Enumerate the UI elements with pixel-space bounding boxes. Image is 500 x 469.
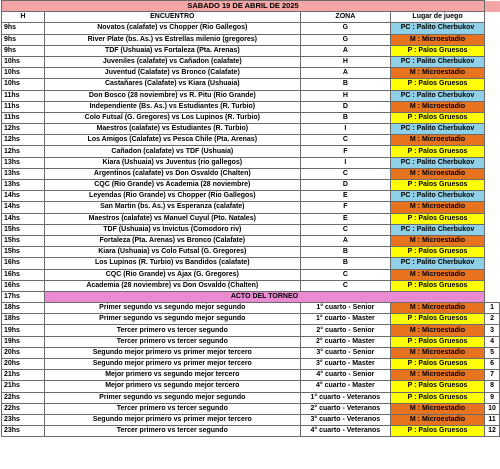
time-cell: 22hs: [2, 403, 45, 414]
time-cell: 19hs: [2, 336, 45, 347]
match-cell: Segundo mejor primero vs primer mejor tercero: [44, 347, 300, 358]
zone-cell: 3° cuarto - Master: [300, 359, 390, 370]
zone-cell: 1° cuarto - Veteranos: [300, 392, 390, 403]
time-cell: 9hs: [2, 23, 45, 34]
table-row: [2, 79, 500, 90]
match-cell: TDF (Ushuaia) vs Invictus (Comodoro riv): [44, 224, 300, 235]
match-cell: Maestros (calafate) vs Estudiantes (R. Turbio): [44, 124, 300, 135]
table-row: [2, 247, 500, 258]
match-cell: River Plate (bs. As.) vs Estrellas milenio (gregores): [44, 34, 300, 45]
table-row: [2, 258, 500, 269]
table-row: [2, 68, 500, 79]
zone-cell: E: [300, 191, 390, 202]
time-cell: 13hs: [2, 157, 45, 168]
venue-cell: M : Microestadio: [390, 235, 484, 246]
venue-cell: PC : Palito Cherbukov: [390, 124, 484, 135]
playoff-row: [2, 370, 500, 381]
venue-cell: PC : Palito Cherbukov: [390, 90, 484, 101]
time-cell: 9hs: [2, 45, 45, 56]
zone-cell: 1° cuarto - Senior: [300, 303, 390, 314]
spacer-cell: [485, 79, 500, 90]
venue-cell: P : Palos Gruesos: [390, 280, 484, 291]
playoff-row: [2, 359, 500, 370]
time-cell: 9hs: [2, 34, 45, 45]
zone-cell: B: [300, 247, 390, 258]
venue-cell: M : Microestadio: [390, 414, 484, 425]
match-cell: Tercer primero vs tercer segundo: [44, 403, 300, 414]
time-cell: 20hs: [2, 347, 45, 358]
spacer-cell: [485, 34, 500, 45]
venue-cell: PC : Palito Cherbukov: [390, 258, 484, 269]
match-cell: San Martin (bs. As.) vs Esperanza (calafate): [44, 202, 300, 213]
zone-cell: C: [300, 269, 390, 280]
time-cell: 15hs: [2, 247, 45, 258]
table-row: [2, 124, 500, 135]
zone-cell: 2° cuarto - Veteranos: [300, 403, 390, 414]
spacer-cell: [485, 213, 500, 224]
match-cell: Tercer primero vs tercer segundo: [44, 336, 300, 347]
time-cell: 12hs: [2, 124, 45, 135]
match-cell: Primer segundo vs segundo mejor segundo: [44, 303, 300, 314]
table-row: [2, 90, 500, 101]
acto-label: ACTO DEL TORNEO: [44, 291, 484, 302]
venue-cell: M : Microestadio: [390, 347, 484, 358]
zone-cell: 4° cuarto - Master: [300, 381, 390, 392]
time-cell: 21hs: [2, 370, 45, 381]
playoff-row: [2, 414, 500, 425]
zone-cell: G: [300, 34, 390, 45]
time-cell: 15hs: [2, 224, 45, 235]
header-h: H: [2, 12, 45, 23]
venue-cell: M : Microestadio: [390, 101, 484, 112]
header-zona: ZONA: [300, 12, 390, 23]
match-number: 11: [485, 414, 500, 425]
spacer-cell: [485, 68, 500, 79]
match-cell: CQC (Rio Grande) vs Ajax (G. Gregores): [44, 269, 300, 280]
table-row: [2, 34, 500, 45]
zone-cell: G: [300, 23, 390, 34]
match-cell: Kiara (Ushuaia) vs Colo Futsal (G. Gregores): [44, 247, 300, 258]
title-row: [2, 1, 500, 12]
zone-cell: A: [300, 235, 390, 246]
match-cell: Segundo mejor primero vs primer mejor tercero: [44, 359, 300, 370]
venue-cell: PC : Palito Cherbukov: [390, 56, 484, 67]
venue-cell: P : Palos Gruesos: [390, 112, 484, 123]
spacer-cell: [485, 235, 500, 246]
spacer-cell: [485, 168, 500, 179]
venue-cell: P : Palos Gruesos: [390, 79, 484, 90]
match-cell: Novatos (calafate) vs Chopper (Rio Gallegos): [44, 23, 300, 34]
time-cell: 15hs: [2, 235, 45, 246]
table-row: [2, 269, 500, 280]
zone-cell: B: [300, 79, 390, 90]
table-row: [2, 235, 500, 246]
zone-cell: B: [300, 112, 390, 123]
spacer-cell: [485, 191, 500, 202]
table-row: [2, 112, 500, 123]
match-cell: Colo Futsal (G. Gregores) vs Los Lupinos (R. Turbio): [44, 112, 300, 123]
page-title: SABADO 19 DE ABRIL DE 2025: [2, 1, 485, 12]
match-cell: Tercer primero vs tercer segundo: [44, 325, 300, 336]
table-row: [2, 191, 500, 202]
match-number: 6: [485, 359, 500, 370]
zone-cell: B: [300, 258, 390, 269]
time-cell: 11hs: [2, 90, 45, 101]
match-cell: Maestros (calafate) vs Manuel Cuyul (Pto. Natales): [44, 213, 300, 224]
zone-cell: 2° cuarto - Senior: [300, 325, 390, 336]
match-cell: Argentinos (calafate) vs Don Osvaldo (Chalten): [44, 168, 300, 179]
schedule-table: [1, 0, 500, 437]
time-cell: 17hs: [2, 291, 45, 302]
venue-cell: P : Palos Gruesos: [390, 426, 484, 437]
time-cell: 13hs: [2, 168, 45, 179]
zone-cell: 3° cuarto - Veteranos: [300, 414, 390, 425]
table-row: [2, 213, 500, 224]
spacer-cell: [485, 146, 500, 157]
match-cell: Cañadon (calafate) vs TDF (Ushuaia): [44, 146, 300, 157]
spacer-cell: [485, 135, 500, 146]
time-cell: 10hs: [2, 79, 45, 90]
match-cell: Mejor primero vs segundo mejor tercero: [44, 381, 300, 392]
venue-cell: M : Microestadio: [390, 403, 484, 414]
header-encuentro: ENCUENTRO: [44, 12, 300, 23]
venue-cell: P : Palos Gruesos: [390, 180, 484, 191]
match-cell: Independiente (Bs. As.) vs Estudiantes (R. Turbio): [44, 101, 300, 112]
match-number: 10: [485, 403, 500, 414]
zone-cell: A: [300, 68, 390, 79]
time-cell: 23hs: [2, 414, 45, 425]
match-cell: Segundo mejor primero vs primer mejor tercero: [44, 414, 300, 425]
spacer-cell: [485, 258, 500, 269]
match-cell: Juventud (Calafate) vs Bronco (Calafate): [44, 68, 300, 79]
time-cell: 18hs: [2, 314, 45, 325]
zone-cell: 3° cuarto - Senior: [300, 347, 390, 358]
time-cell: 14hs: [2, 213, 45, 224]
playoff-row: [2, 347, 500, 358]
time-cell: 18hs: [2, 303, 45, 314]
table-row: [2, 146, 500, 157]
match-number: 9: [485, 392, 500, 403]
match-cell: Primer segundo vs segundo mejor segundo: [44, 314, 300, 325]
table-row: [2, 135, 500, 146]
match-cell: Los Amigos (Calafate) vs Pesca Chile (Pta. Arenas): [44, 135, 300, 146]
time-cell: 21hs: [2, 381, 45, 392]
header-row: [2, 12, 500, 23]
time-cell: 23hs: [2, 426, 45, 437]
time-cell: 10hs: [2, 56, 45, 67]
spacer-cell: [485, 23, 500, 34]
spacer-cell: [485, 90, 500, 101]
table-row: [2, 157, 500, 168]
match-cell: Juveniles (calafate) vs Cañadon (calafate): [44, 56, 300, 67]
zone-cell: H: [300, 90, 390, 101]
spacer-cell: [485, 45, 500, 56]
zone-cell: I: [300, 124, 390, 135]
acto-row: [2, 291, 500, 302]
venue-cell: PC : Palito Cherbukov: [390, 157, 484, 168]
table-row: [2, 45, 500, 56]
venue-cell: P : Palos Gruesos: [390, 247, 484, 258]
venue-cell: PC : Palito Cherbukov: [390, 23, 484, 34]
time-cell: 19hs: [2, 325, 45, 336]
venue-cell: M : Microestadio: [390, 202, 484, 213]
table-row: [2, 180, 500, 191]
zone-cell: F: [300, 202, 390, 213]
zone-cell: C: [300, 280, 390, 291]
spacer-cell: [485, 247, 500, 258]
match-cell: Kiara (Ushuaia) vs Juventus (rio gallegos): [44, 157, 300, 168]
match-cell: CQC (Rio Grande) vs Academia (28 noviembre): [44, 180, 300, 191]
time-cell: 20hs: [2, 359, 45, 370]
playoff-row: [2, 403, 500, 414]
time-cell: 11hs: [2, 101, 45, 112]
venue-cell: PC : Palito Cherbukov: [390, 191, 484, 202]
table-row: [2, 56, 500, 67]
spacer-cell: [485, 101, 500, 112]
zone-cell: D: [300, 101, 390, 112]
table-row: [2, 101, 500, 112]
time-cell: 13hs: [2, 180, 45, 191]
table-row: [2, 224, 500, 235]
venue-cell: P : Palos Gruesos: [390, 213, 484, 224]
table-row: [2, 168, 500, 179]
match-cell: Primer segundo vs segundo mejor segundo: [44, 392, 300, 403]
match-number: 5: [485, 347, 500, 358]
playoff-row: [2, 381, 500, 392]
zone-cell: D: [300, 180, 390, 191]
venue-cell: P : Palos Gruesos: [390, 314, 484, 325]
zone-cell: 4° cuarto - Veteranos: [300, 426, 390, 437]
venue-cell: P : Palos Gruesos: [390, 146, 484, 157]
playoff-row: [2, 336, 500, 347]
match-number: 3: [485, 325, 500, 336]
zone-cell: A: [300, 45, 390, 56]
time-cell: 14hs: [2, 202, 45, 213]
match-cell: Academia (28 noviembre) vs Don Osvaldo (Chalten): [44, 280, 300, 291]
time-cell: 22hs: [2, 392, 45, 403]
time-cell: 12hs: [2, 146, 45, 157]
zone-cell: C: [300, 168, 390, 179]
venue-cell: M : Microestadio: [390, 325, 484, 336]
header-lugar: Lugar de juego: [390, 12, 484, 23]
spacer-cell: [485, 280, 500, 291]
match-number: 1: [485, 303, 500, 314]
match-cell: Castañares (Calafate) vs Kiara (Ushuaia): [44, 79, 300, 90]
time-cell: 10hs: [2, 68, 45, 79]
venue-cell: PC : Palito Cherbukov: [390, 224, 484, 235]
match-cell: Fortaleza (Pta. Arenas) vs Bronco (Calafate): [44, 235, 300, 246]
venue-cell: M : Microestadio: [390, 68, 484, 79]
spacer-cell: [485, 157, 500, 168]
match-number: 12: [485, 426, 500, 437]
venue-cell: M : Microestadio: [390, 34, 484, 45]
zone-cell: 1° cuarto - Master: [300, 314, 390, 325]
table-row: [2, 202, 500, 213]
zone-cell: 4° cuarto - Senior: [300, 370, 390, 381]
time-cell: 16hs: [2, 258, 45, 269]
playoff-row: [2, 325, 500, 336]
time-cell: 16hs: [2, 280, 45, 291]
match-cell: Los Lupinos (R. Turbio) vs Bandidos (calafate): [44, 258, 300, 269]
match-number: 2: [485, 314, 500, 325]
spacer-cell: [485, 112, 500, 123]
zone-cell: H: [300, 56, 390, 67]
table-row: [2, 280, 500, 291]
spacer-cell: [485, 224, 500, 235]
match-cell: Don Bosco (28 noviembre) vs R. Pitu (Rio Grande): [44, 90, 300, 101]
match-cell: TDF (Ushuaia) vs Fortaleza (Pta. Arenas): [44, 45, 300, 56]
zone-cell: C: [300, 224, 390, 235]
zone-cell: C: [300, 135, 390, 146]
spacer-cell: [485, 56, 500, 67]
playoff-row: [2, 426, 500, 437]
spacer-cell: [485, 180, 500, 191]
table-row: [2, 23, 500, 34]
venue-cell: P : Palos Gruesos: [390, 336, 484, 347]
time-cell: 11hs: [2, 112, 45, 123]
time-cell: 16hs: [2, 269, 45, 280]
zone-cell: F: [300, 146, 390, 157]
spacer-cell: [485, 291, 500, 302]
playoff-row: [2, 314, 500, 325]
match-number: 8: [485, 381, 500, 392]
venue-cell: P : Palos Gruesos: [390, 381, 484, 392]
venue-cell: P : Palos Gruesos: [390, 392, 484, 403]
playoff-row: [2, 303, 500, 314]
match-cell: Mejor primero vs segundo mejor tercero: [44, 370, 300, 381]
venue-cell: P : Palos Gruesos: [390, 45, 484, 56]
match-number: 7: [485, 370, 500, 381]
venue-cell: M : Microestadio: [390, 370, 484, 381]
spacer-cell: [485, 124, 500, 135]
match-number: 4: [485, 336, 500, 347]
playoff-row: [2, 392, 500, 403]
time-cell: 14hs: [2, 191, 45, 202]
spacer-cell: [485, 269, 500, 280]
time-cell: 12hs: [2, 135, 45, 146]
zone-cell: E: [300, 213, 390, 224]
venue-cell: M : Microestadio: [390, 168, 484, 179]
venue-cell: M : Microestadio: [390, 269, 484, 280]
venue-cell: P : Palos Gruesos: [390, 359, 484, 370]
venue-cell: M : Microestadio: [390, 303, 484, 314]
match-cell: Tercer primero vs tercer segundo: [44, 426, 300, 437]
zone-cell: 2° cuarto - Master: [300, 336, 390, 347]
spacer-cell: [485, 202, 500, 213]
match-cell: Leyendas (Rio Grande) vs Chopper (Rio Gallegos): [44, 191, 300, 202]
zone-cell: I: [300, 157, 390, 168]
venue-cell: M : Microestadio: [390, 135, 484, 146]
